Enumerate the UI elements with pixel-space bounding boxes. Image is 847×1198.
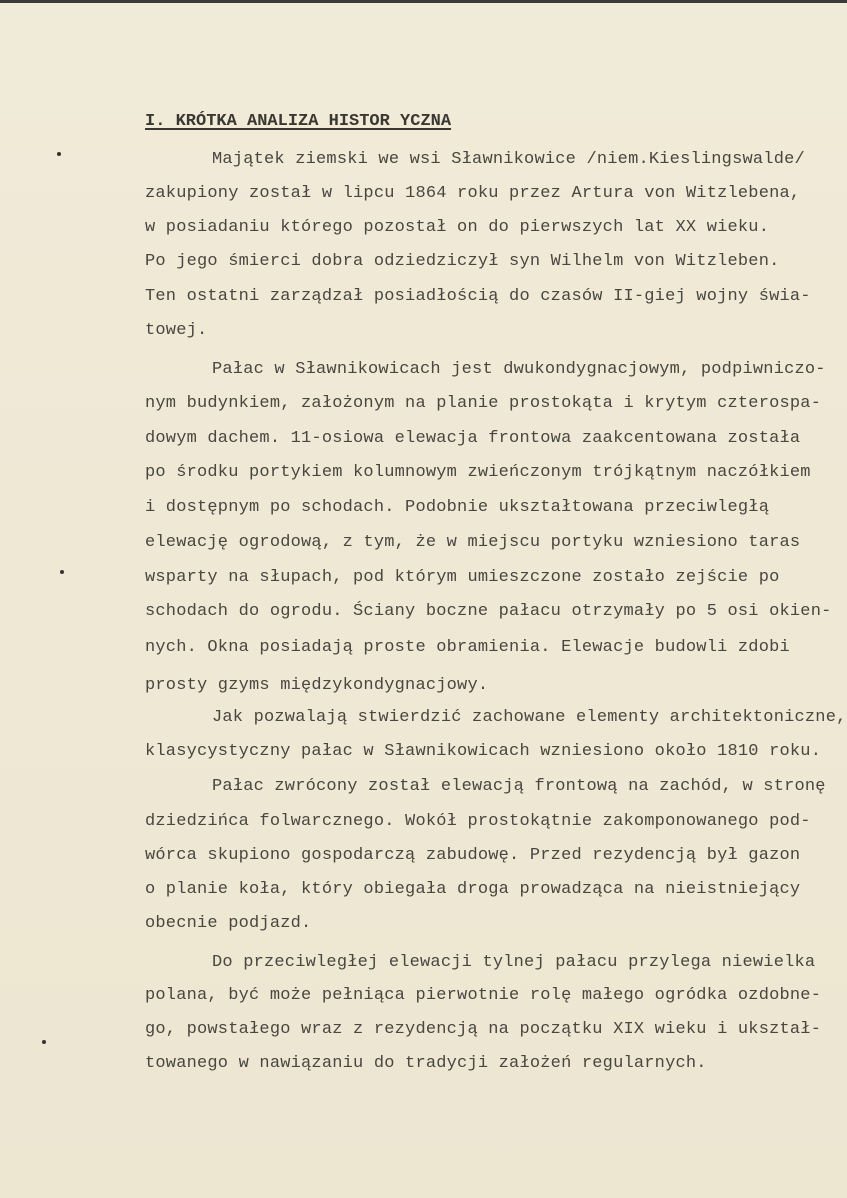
text-line: Pałac w Sławnikowicach jest dwukondygnacjowym, podpiwniczo-: [212, 360, 826, 379]
text-line: w posiadaniu którego pozostał on do pierwszych lat XX wieku.: [145, 218, 770, 237]
page-top-edge: [0, 0, 847, 3]
text-line: Do przeciwległej elewacji tylnej pałacu przylega niewielka: [212, 953, 816, 972]
text-line: Pałac zwrócony został elewacją frontową na zachód, w stronę: [212, 777, 826, 796]
text-line: zakupiony został w lipcu 1864 roku przez Artura von Witzlebena,: [145, 184, 801, 203]
text-line: prosty gzyms międzykondygnacjowy.: [145, 676, 489, 695]
text-line: Majątek ziemski we wsi Sławnikowice /niem.Kieslingswalde/: [212, 150, 805, 169]
text-line: towanego w nawiązaniu do tradycji założeń regularnych.: [145, 1054, 707, 1073]
section-heading: I. KRÓTKA ANALIZA HISTOR YCZNA: [145, 112, 452, 131]
punch-mark: [60, 570, 64, 574]
punch-mark: [42, 1040, 46, 1044]
text-line: dziedzińca folwarcznego. Wokół prostokątnie zakomponowanego pod-: [145, 812, 811, 831]
text-line: nym budynkiem, założonym na planie prostokąta i krytym czterospa-: [145, 394, 822, 413]
text-line: wórca skupiono gospodarczą zabudowę. Przed rezydencją był gazon: [145, 846, 801, 865]
text-line: schodach do ogrodu. Ściany boczne pałacu otrzymały po 5 osi okien-: [145, 602, 832, 621]
text-line: Po jego śmierci dobra odziedziczył syn Wilhelm von Witzleben.: [145, 252, 780, 271]
text-line: Jak pozwalają stwierdzić zachowane elementy architektoniczne,: [212, 708, 847, 727]
text-line: o planie koła, który obiegała droga prowadząca na nieistniejący: [145, 880, 801, 899]
text-line: i dostępnym po schodach. Podobnie ukształtowana przeciwległą: [145, 498, 770, 517]
text-line: po środku portykiem kolumnowym zwieńczonym trójkątnym naczółkiem: [145, 463, 811, 482]
punch-mark: [57, 152, 61, 156]
text-line: klasycystyczny pałac w Sławnikowicach wzniesiono około 1810 roku.: [145, 742, 822, 761]
text-line: go, powstałego wraz z rezydencją na początku XIX wieku i ukształ-: [145, 1020, 822, 1039]
text-line: dowym dachem. 11-osiowa elewacja frontowa zaakcentowana została: [145, 429, 801, 448]
text-line: nych. Okna posiadają proste obramienia. Elewacje budowli zdobi: [145, 638, 790, 657]
text-line: obecnie podjazd.: [145, 914, 312, 933]
text-line: wsparty na słupach, pod którym umieszczone zostało zejście po: [145, 568, 780, 587]
text-line: Ten ostatni zarządzał posiadłością do czasów II-giej wojny świa-: [145, 287, 811, 306]
text-line: elewację ogrodową, z tym, że w miejscu portyku wzniesiono taras: [145, 533, 801, 552]
text-line: polana, być może pełniąca pierwotnie rolę małego ogródka ozdobne-: [145, 986, 822, 1005]
text-line: towej.: [145, 321, 208, 340]
